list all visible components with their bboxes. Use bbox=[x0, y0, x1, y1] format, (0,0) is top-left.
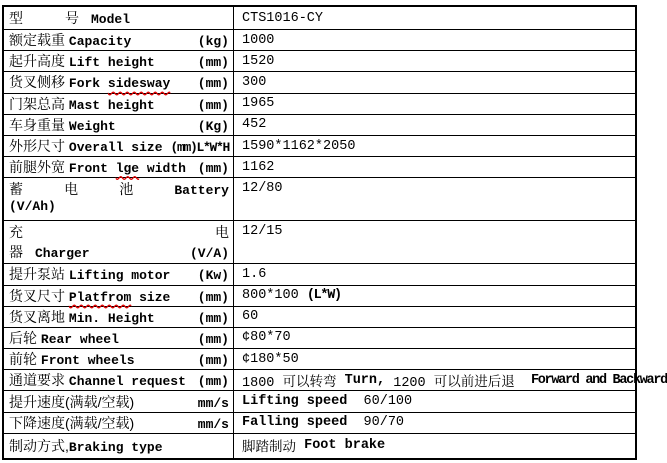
spec-label-braking-type bbox=[4, 434, 234, 458]
value-text: Turn, bbox=[344, 372, 386, 388]
table-row-battery bbox=[4, 178, 635, 221]
label-line bbox=[9, 222, 229, 242]
spec-value-charger bbox=[234, 221, 635, 263]
value-text: Foot brake bbox=[304, 438, 386, 454]
table-row-model bbox=[4, 7, 635, 30]
value-text: 1520 bbox=[242, 53, 275, 69]
spec-table bbox=[2, 5, 667, 460]
label-text: (mm) bbox=[197, 331, 229, 347]
table-row-capacity bbox=[4, 30, 635, 51]
spec-value-overall-size bbox=[234, 136, 635, 156]
label-text: 充 bbox=[9, 224, 23, 241]
label-text: sidesway bbox=[107, 76, 171, 92]
spec-label-weight bbox=[4, 115, 234, 135]
value-text: 12/80 bbox=[242, 181, 283, 197]
label-text: (mm) bbox=[197, 310, 229, 326]
label-line bbox=[9, 30, 229, 50]
value-text: 90/70 bbox=[347, 415, 405, 431]
label-line bbox=[9, 307, 229, 327]
label-text: (Kg) bbox=[197, 118, 229, 134]
label-line bbox=[9, 72, 229, 92]
spec-label-model bbox=[4, 7, 234, 29]
label-text: (kg) bbox=[197, 34, 229, 50]
value-text: 800*100 bbox=[242, 288, 307, 304]
table-row-mast-height bbox=[4, 94, 635, 115]
label-text: (Kw) bbox=[197, 268, 229, 284]
spec-label-lift-height bbox=[4, 51, 234, 71]
spec-value-lift-height bbox=[234, 51, 635, 71]
label-text: mm/s bbox=[197, 395, 229, 411]
spec-label-front-wheels bbox=[4, 349, 234, 369]
spec-label-min-height bbox=[4, 307, 234, 327]
spec-label-mast-height bbox=[4, 94, 234, 114]
label-line bbox=[9, 349, 229, 369]
label-text: mm/s bbox=[197, 416, 229, 432]
table-row-lifting-motor bbox=[4, 264, 635, 285]
label-text: 货叉侧移 bbox=[9, 74, 69, 91]
label-line bbox=[9, 370, 229, 390]
value-text: 1200 可以前进后退 bbox=[385, 375, 531, 391]
spec-label-platform-size bbox=[4, 286, 234, 306]
spec-value-falling-speed bbox=[234, 413, 635, 433]
spec-label-falling-speed bbox=[4, 413, 234, 433]
label-line bbox=[9, 264, 229, 284]
label-line bbox=[9, 8, 229, 28]
label-text: 起升高度 bbox=[9, 53, 69, 70]
value-text: Falling speed bbox=[242, 415, 348, 431]
label-line bbox=[9, 94, 229, 114]
spec-label-charger bbox=[4, 221, 234, 263]
label-text: (V/A) bbox=[189, 246, 229, 262]
table-row-charger bbox=[4, 221, 635, 264]
label-line bbox=[9, 392, 229, 412]
table-row-falling-speed bbox=[4, 413, 635, 434]
table-row-braking-type bbox=[4, 434, 635, 458]
spec-value-capacity bbox=[234, 30, 635, 50]
value-text: 1000 bbox=[242, 32, 275, 48]
table-row-weight bbox=[4, 115, 635, 136]
label-text: width bbox=[139, 161, 186, 177]
label-text: size bbox=[131, 289, 171, 305]
label-text: Fork bbox=[68, 76, 108, 92]
value-text: 60/100 bbox=[347, 394, 413, 410]
label-text: Front bbox=[68, 161, 116, 177]
label-text: (mm) bbox=[197, 289, 229, 305]
spec-label-fork-sidesway bbox=[4, 72, 234, 92]
spec-value-mast-height bbox=[234, 94, 635, 114]
label-text: 通道要求 bbox=[9, 372, 69, 389]
label-line bbox=[9, 242, 229, 262]
label-text: lge bbox=[115, 161, 140, 177]
label-text: 型 bbox=[9, 10, 23, 26]
value-text: 1800 可以转弯 bbox=[242, 375, 345, 391]
label-text: Braking type bbox=[68, 439, 163, 455]
spec-value-rear-wheel bbox=[234, 328, 635, 348]
label-line bbox=[9, 199, 229, 219]
label-text: Model bbox=[91, 12, 131, 27]
value-text: ¢80*70 bbox=[242, 330, 291, 346]
label-text: Platfrom bbox=[68, 289, 132, 305]
label-text: Lifting motor bbox=[68, 268, 171, 284]
value-text: 452 bbox=[242, 117, 267, 133]
label-text: 号 bbox=[65, 10, 79, 26]
label-line bbox=[9, 136, 229, 156]
label-text: (V/Ah) bbox=[9, 199, 56, 215]
label-text: (mm) bbox=[197, 161, 229, 177]
label-text: 电 bbox=[215, 224, 229, 241]
table-row-platform-size bbox=[4, 286, 635, 307]
label-text: 提升速度(满载/空载) bbox=[9, 393, 135, 410]
value-text: 脚踏制动 bbox=[242, 441, 305, 457]
spec-value-front-wheels bbox=[234, 349, 635, 369]
table-row-channel-request bbox=[4, 370, 667, 391]
spec-value-weight bbox=[234, 115, 635, 135]
label-text: 下降速度(满载/空载) bbox=[9, 414, 135, 431]
label-text: 池 bbox=[119, 181, 134, 198]
label-text: Channel request bbox=[68, 374, 186, 390]
value-text: 1.6 bbox=[242, 266, 267, 282]
label-text: (mm) bbox=[197, 76, 229, 92]
spec-value-min-height bbox=[234, 307, 635, 327]
label-text: Battery bbox=[174, 183, 229, 199]
table-row-rear-wheel bbox=[4, 328, 635, 349]
spec-label-battery bbox=[4, 178, 234, 220]
label-text: 前腿外宽 bbox=[9, 159, 69, 176]
spec-value-front-leg-width bbox=[234, 157, 635, 177]
label-text: 制动方式, bbox=[9, 437, 69, 454]
label-text: Charger bbox=[35, 246, 90, 262]
label-text: (mm) bbox=[197, 374, 229, 390]
spec-label-front-leg-width bbox=[4, 157, 234, 177]
spec-value-platform-size bbox=[234, 286, 635, 306]
spec-value-fork-sidesway bbox=[234, 72, 635, 92]
value-text: 1162 bbox=[242, 159, 275, 175]
label-text: (mm) bbox=[197, 97, 229, 113]
label-text: 额定载重 bbox=[9, 32, 69, 49]
value-text: CTS1016-CY bbox=[242, 10, 324, 26]
table-row-fork-sidesway bbox=[4, 72, 635, 93]
table-row-overall-size bbox=[4, 136, 635, 157]
label-text: 前轮 bbox=[9, 351, 41, 368]
spec-value-battery bbox=[234, 178, 635, 220]
label-text: Rear wheel bbox=[40, 331, 119, 347]
spec-label-overall-size bbox=[4, 136, 234, 156]
spec-label-lifting-speed bbox=[4, 391, 234, 411]
table-row-lift-height bbox=[4, 51, 635, 72]
label-text: 电 bbox=[64, 181, 79, 198]
value-text: ¢180*50 bbox=[242, 351, 299, 367]
label-line bbox=[9, 157, 229, 177]
value-text: 12/15 bbox=[242, 224, 283, 240]
label-text: 外形尺寸 bbox=[9, 138, 69, 155]
spec-value-model bbox=[234, 7, 635, 29]
label-text: 货叉离地 bbox=[9, 308, 69, 325]
label-text: 蓄 bbox=[9, 181, 23, 198]
label-line bbox=[9, 179, 229, 199]
label-text: (mm) bbox=[197, 55, 229, 71]
spec-table-rows bbox=[4, 7, 667, 458]
label-line bbox=[9, 51, 229, 71]
label-text: Weight bbox=[68, 118, 116, 134]
value-text: 1590*1162*2050 bbox=[242, 138, 356, 154]
value-text: 300 bbox=[242, 74, 267, 90]
table-row-lifting-speed bbox=[4, 391, 635, 412]
spec-label-channel-request bbox=[4, 370, 234, 390]
label-text: Overall size bbox=[68, 140, 171, 156]
label-text: 车身重量 bbox=[9, 116, 69, 133]
value-text: (L*W) bbox=[306, 288, 341, 304]
label-text: (mm)L*W*H bbox=[170, 140, 229, 156]
label-line bbox=[9, 286, 229, 306]
spec-value-lifting-speed bbox=[234, 391, 635, 411]
value-text: 1965 bbox=[242, 96, 275, 112]
label-line bbox=[9, 115, 229, 135]
spec-label-lifting-motor bbox=[4, 264, 234, 284]
label-text: (mm) bbox=[197, 353, 229, 369]
spec-value-lifting-motor bbox=[234, 264, 635, 284]
value-text: Forward and Backward bbox=[530, 372, 667, 388]
label-text: 货叉尺寸 bbox=[9, 287, 69, 304]
label-line bbox=[9, 436, 229, 456]
label-text: Min. Height bbox=[68, 310, 155, 326]
label-text: Capacity bbox=[68, 34, 132, 50]
spec-label-capacity bbox=[4, 30, 234, 50]
table-row-front-wheels bbox=[4, 349, 635, 370]
table-row-min-height bbox=[4, 307, 635, 328]
label-text: 后轮 bbox=[9, 329, 41, 346]
label-text: 门架总高 bbox=[9, 95, 69, 112]
spec-label-rear-wheel bbox=[4, 328, 234, 348]
label-line bbox=[9, 328, 229, 348]
label-text: 提升泵站 bbox=[9, 266, 69, 283]
label-text: Mast height bbox=[68, 97, 155, 113]
label-text: Front wheels bbox=[40, 353, 135, 369]
label-text: Lift height bbox=[68, 55, 155, 71]
label-text: 器 bbox=[9, 244, 23, 261]
value-text: Lifting speed bbox=[242, 394, 348, 410]
value-text: 60 bbox=[242, 309, 259, 325]
label-line bbox=[9, 413, 229, 433]
spec-value-braking-type bbox=[234, 434, 635, 458]
table-row-front-leg-width bbox=[4, 157, 635, 178]
spec-value-channel-request bbox=[234, 370, 667, 390]
